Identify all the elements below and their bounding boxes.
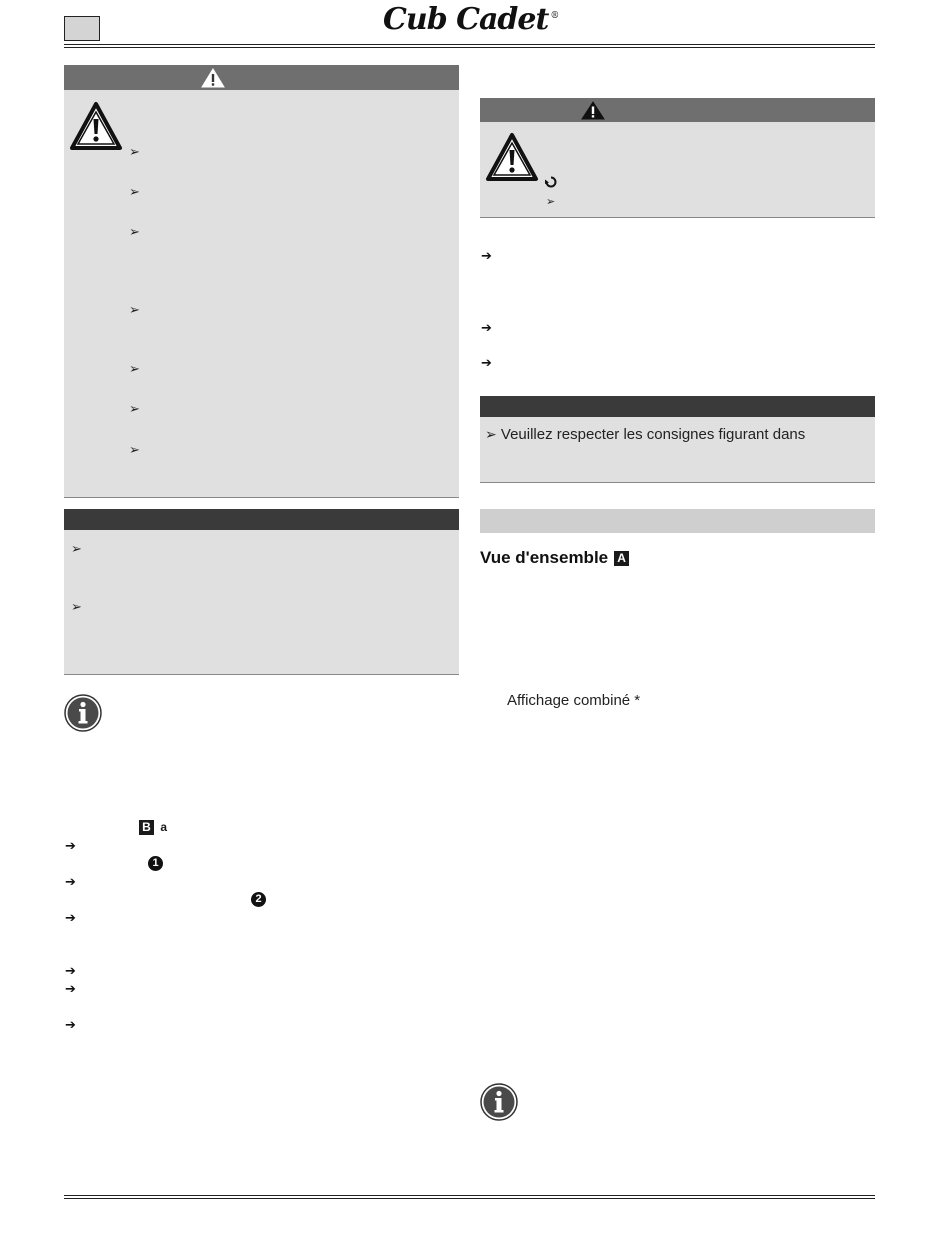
header-rule-bottom (64, 47, 875, 48)
section-title-bar (480, 509, 875, 533)
arrow-right-icon: ➔ (65, 910, 76, 925)
arrow-right-icon: ➔ (65, 981, 76, 996)
warning-triangle-icon (69, 101, 123, 151)
safety-notice-line (485, 426, 805, 443)
combined-display-item: Affichage combiné * (507, 692, 641, 709)
figure-letter-b: B (139, 820, 154, 835)
step-marker-2: 2 (251, 892, 266, 907)
chevron-right-icon: ➢ (129, 184, 140, 199)
warning-triangle-icon (581, 101, 605, 120)
info-circle-icon (480, 1083, 518, 1121)
figure-sub-a: a (160, 820, 168, 834)
warning-triangle-icon (485, 132, 539, 182)
chevron-right-icon: ➢ (71, 599, 82, 614)
arrow-right-icon: ➔ (481, 355, 492, 370)
step-marker-1: 1 (148, 856, 163, 871)
figure-letter-a: A (614, 551, 629, 566)
warning-panel (64, 65, 459, 498)
chevron-right-icon: ➢ (129, 442, 140, 457)
arrow-right-icon: ➔ (65, 963, 76, 978)
notice-panel-right-header (480, 396, 875, 417)
chevron-right-icon: ➢ (129, 302, 140, 317)
registered-mark: ® (550, 11, 559, 21)
brand-name: Cub Cadet (383, 2, 549, 37)
info-circle-icon (64, 694, 102, 732)
arrow-right-icon: ➔ (481, 320, 492, 335)
warning-panel-right-header (480, 98, 875, 122)
overview-heading-text: Vue d'ensemble (480, 548, 609, 567)
notice-panel-left (64, 509, 459, 675)
chevron-right-icon: ➢ (129, 401, 140, 416)
figure-reference-b (139, 820, 167, 835)
safety-notice-text: Veuillez respecter les consignes figurant dans (500, 426, 806, 443)
overview-heading (480, 548, 629, 568)
chevron-right-icon: ➢ (546, 196, 556, 208)
chevron-right-icon: ➢ (485, 426, 497, 442)
arrow-right-icon: ➔ (65, 838, 76, 853)
chevron-right-icon: ➢ (129, 144, 140, 159)
chevron-right-icon: ➢ (71, 541, 82, 556)
rotate-icon (545, 176, 557, 188)
chevron-right-icon: ➢ (129, 224, 140, 239)
arrow-right-icon: ➔ (65, 874, 76, 889)
chevron-right-icon: ➢ (129, 361, 140, 376)
warning-panel-header (64, 65, 459, 90)
brand-logo (383, 2, 558, 37)
arrow-right-icon: ➔ (481, 248, 492, 263)
arrow-right-icon: ➔ (65, 1017, 76, 1032)
footer-rule-top (64, 1195, 875, 1196)
footer-rule-bottom (64, 1198, 875, 1199)
header-rule-top (64, 44, 875, 45)
warning-triangle-icon (201, 68, 225, 88)
notice-panel-left-header (64, 509, 459, 530)
page-number-box (64, 16, 100, 41)
